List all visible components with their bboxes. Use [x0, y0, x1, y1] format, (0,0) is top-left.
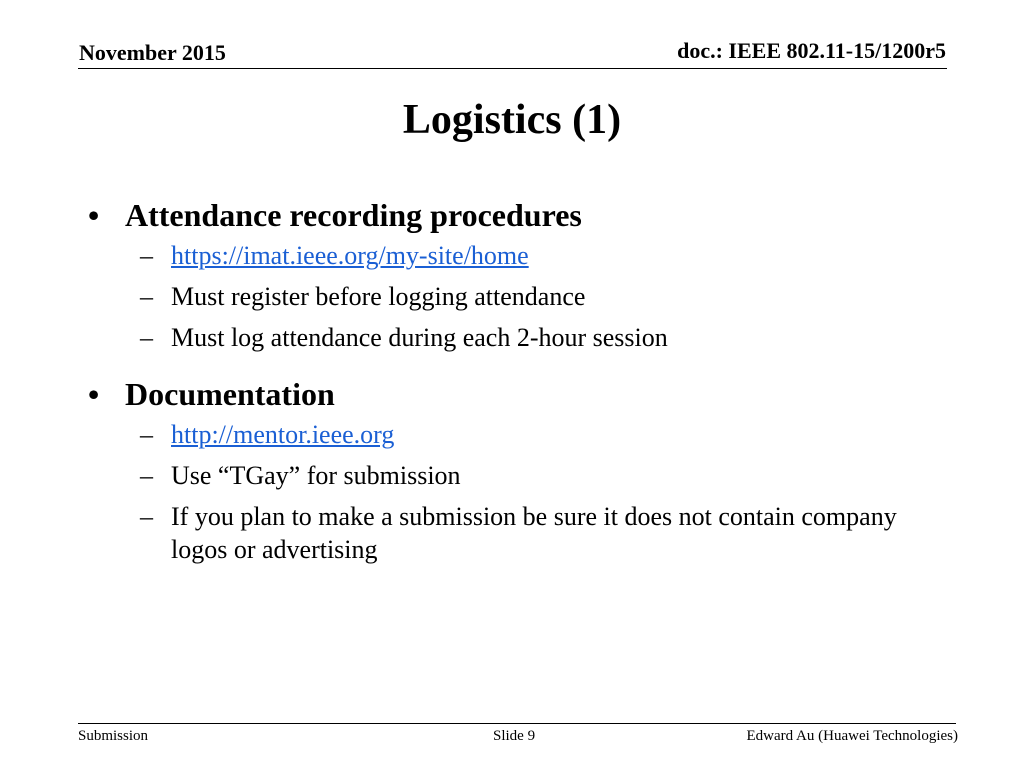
dash-icon: – [140, 323, 153, 352]
header-date: November 2015 [79, 40, 226, 65]
footer-slide-number: Slide 9 [493, 728, 536, 744]
sub-item [88, 459, 948, 492]
section-heading: Attendance recording procedures [125, 197, 582, 233]
sub-list [88, 239, 948, 354]
sub-item [88, 280, 948, 313]
bullet-item [88, 374, 948, 414]
sub-item [88, 239, 948, 272]
sub-item-text: Must register before logging attendance [171, 282, 586, 311]
mentor-link[interactable]: http://mentor.ieee.org [171, 420, 395, 449]
dash-icon: – [140, 241, 153, 270]
sub-item [88, 321, 948, 354]
sub-item-text: If you plan to make a submission be sure it does not contain company logos or advertising [171, 502, 897, 564]
header-divider [78, 68, 947, 69]
bullet-icon: • [88, 197, 100, 233]
sub-item-text: Must log attendance during each 2-hour session [171, 323, 668, 352]
section-attendance [88, 195, 948, 354]
dash-icon: – [140, 461, 153, 490]
bullet-icon: • [88, 376, 100, 412]
dash-icon: – [140, 420, 153, 449]
sub-item-text: Use “TGay” for submission [171, 461, 461, 490]
section-documentation [88, 374, 948, 566]
bullet-item [88, 195, 948, 235]
footer-submission: Submission [78, 728, 149, 744]
sub-item [88, 500, 948, 566]
section-heading: Documentation [125, 376, 335, 412]
sub-item [88, 418, 948, 451]
header-doc-number: doc.: IEEE 802.11-15/1200r5 [677, 38, 946, 63]
dash-icon: – [140, 502, 153, 531]
slide-title: Logistics (1) [402, 97, 622, 143]
footer-divider [78, 723, 956, 724]
imat-link[interactable]: https://imat.ieee.org/my-site/home [171, 241, 529, 270]
dash-icon: – [140, 282, 153, 311]
sub-list [88, 418, 948, 566]
slide-content [88, 195, 948, 586]
footer-author: Edward Au (Huawei Technologies) [746, 728, 958, 744]
